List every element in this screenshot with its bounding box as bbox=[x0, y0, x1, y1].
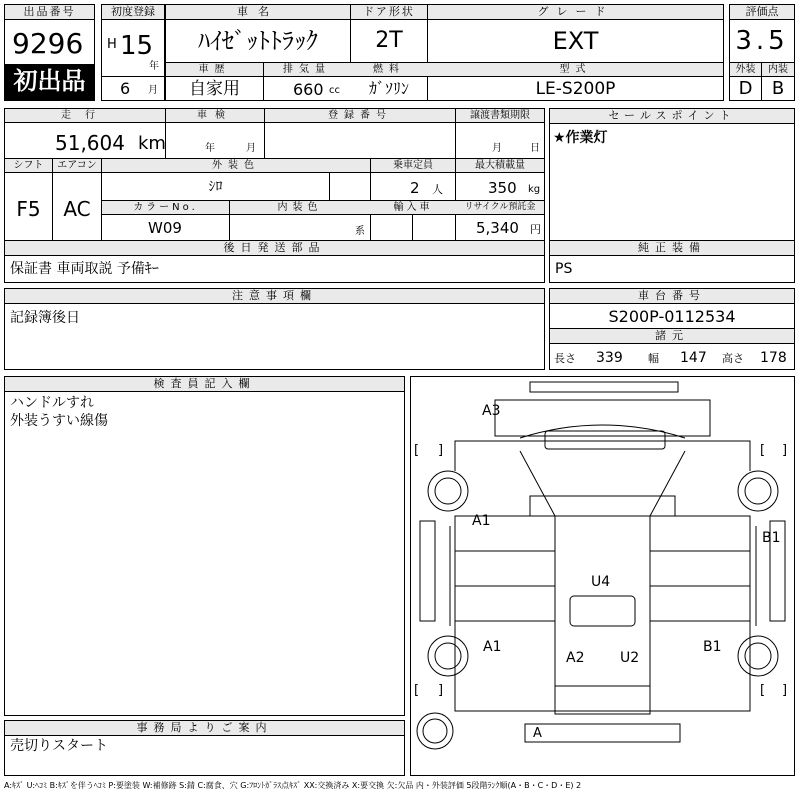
registration-label: 登録番号 bbox=[328, 110, 392, 121]
recycle-unit: 円 bbox=[530, 223, 541, 236]
inspection-year-unit: 年 bbox=[205, 143, 215, 154]
dims-label: 諸元 bbox=[550, 329, 794, 344]
color-no: W09 bbox=[148, 219, 182, 237]
transfer-day-unit: 日 bbox=[530, 143, 540, 154]
notes-label: 注意事項欄 bbox=[5, 289, 544, 304]
svg-text:[: [ bbox=[760, 683, 766, 698]
inspection-month-unit: 月 bbox=[246, 143, 256, 154]
equipment-text: PS bbox=[555, 261, 573, 277]
door-type: 2T bbox=[375, 28, 403, 53]
length-label: 長さ bbox=[554, 352, 576, 365]
shift: F5 bbox=[16, 197, 41, 221]
sales-point-text: ★作業灯 bbox=[553, 130, 608, 146]
accessories-text: 保証書 車両取説 予備ｷｰ bbox=[10, 261, 159, 277]
month-unit: 月 bbox=[148, 85, 158, 96]
displacement-label: 排気量 bbox=[283, 64, 331, 75]
transfer-label: 譲渡書類期限 bbox=[470, 110, 530, 121]
lot-label: 出品番号 bbox=[5, 5, 94, 20]
model-label: 型式 bbox=[559, 64, 592, 75]
svg-text:]: ] bbox=[438, 683, 444, 698]
history: 自家用 bbox=[189, 79, 240, 99]
mark-u4: U4 bbox=[591, 574, 611, 590]
mark-a-rear: A bbox=[533, 726, 542, 741]
year-unit: 年 bbox=[149, 61, 159, 72]
lot-number: 9296 bbox=[12, 27, 84, 60]
ac-label: エアコン bbox=[57, 160, 97, 171]
legend: A:ｷｽﾞ U:ﾍｺﾐ B:ｷｽﾞを伴うﾍｺﾐ P:要塗装 W:補修跡 S:錆 C:腐食、穴 G:ﾌﾛﾝﾄｶﾞﾗｽ点ｷｽﾞ XX:交換済み X:要交換 欠:欠品 内・外装評価 5段階ﾗﾝｸ順(A・B・C・D・E) 2 bbox=[4, 781, 582, 790]
ac: AC bbox=[63, 197, 91, 221]
transfer-month-unit: 月 bbox=[492, 143, 502, 154]
inspection-label: 車検 bbox=[197, 110, 233, 121]
recycle-label: リサイクル預託金 bbox=[464, 202, 536, 212]
mileage: 51,604 bbox=[55, 131, 125, 155]
car-name: ﾊｲｾﾞｯﾄﾄﾗｯｸ bbox=[198, 27, 318, 55]
load-unit: kg bbox=[528, 184, 541, 195]
office-text: 売切りスタート bbox=[10, 738, 108, 754]
displacement: 660 bbox=[293, 80, 324, 99]
width: 147 bbox=[680, 350, 707, 366]
recycle-fee: 5,340 bbox=[476, 219, 519, 237]
notes-text: 記録簿後日 bbox=[10, 310, 80, 326]
length: 339 bbox=[596, 350, 623, 366]
capacity: 2 bbox=[410, 179, 420, 197]
grade: EXT bbox=[552, 27, 599, 55]
sales-point-label: セールスポイント bbox=[550, 109, 794, 124]
svg-text:[: [ bbox=[760, 443, 766, 458]
office-label: 事務局よりご案内 bbox=[5, 721, 404, 736]
mark-b1-lower: B1 bbox=[703, 639, 722, 655]
capacity-unit: 人 bbox=[432, 183, 443, 196]
car-name-label: 車名 bbox=[166, 5, 350, 20]
first-listing-text: 初出品 bbox=[13, 67, 86, 95]
load-label: 最大積載量 bbox=[475, 160, 525, 171]
import-label: 輸入車 bbox=[393, 202, 433, 213]
exterior-label: 外装 bbox=[735, 64, 756, 75]
interior-label: 内装 bbox=[768, 64, 788, 75]
mark-a2: A2 bbox=[566, 650, 585, 666]
fuel: ｶﾞｿﾘﾝ bbox=[368, 79, 409, 98]
reg-year: 15 bbox=[120, 31, 154, 61]
history-label: 車歴 bbox=[198, 64, 231, 75]
mileage-unit: km bbox=[138, 133, 166, 154]
height: 178 bbox=[760, 350, 787, 366]
exterior-color: ｼﾛ bbox=[208, 179, 223, 195]
mark-a1-lower: A1 bbox=[483, 639, 502, 655]
chassis-label: 車台番号 bbox=[550, 289, 794, 304]
svg-text:]: ] bbox=[438, 443, 444, 458]
accessories-label: 後日発送部品 bbox=[5, 241, 544, 256]
load: 350 bbox=[488, 179, 517, 197]
mileage-label: 走行 bbox=[61, 110, 109, 121]
svg-text:]: ] bbox=[782, 683, 788, 698]
exterior-grade: D bbox=[738, 78, 753, 99]
chassis-number: S200P-0112534 bbox=[608, 307, 736, 326]
svg-text:[: [ bbox=[414, 443, 420, 458]
capacity-label: 乗車定員 bbox=[393, 160, 433, 171]
width-label: 幅 bbox=[648, 352, 659, 365]
interior-color-unit: 系 bbox=[355, 226, 365, 237]
mark-a1-upper: A1 bbox=[472, 513, 491, 529]
score-label: 評価点 bbox=[730, 5, 794, 20]
svg-text:]: ] bbox=[782, 443, 788, 458]
equipment-label: 純正装備 bbox=[550, 241, 794, 256]
score: 3.5 bbox=[735, 26, 789, 56]
shift-label: シフト bbox=[13, 160, 44, 171]
interior-grade: B bbox=[771, 78, 785, 99]
color-no-label: カラーNo. bbox=[133, 202, 198, 213]
mark-a3: A3 bbox=[482, 403, 501, 419]
door-label: ドア形状 bbox=[351, 5, 427, 20]
reg-month: 6 bbox=[120, 79, 131, 98]
height-label: 高さ bbox=[722, 352, 744, 365]
displacement-unit: cc bbox=[329, 85, 340, 96]
svg-text:[: [ bbox=[414, 683, 420, 698]
model: LE-S200P bbox=[535, 79, 616, 99]
fuel-label: 燃料 bbox=[373, 64, 405, 75]
color-label: 外装色 bbox=[212, 160, 260, 171]
mark-u2: U2 bbox=[620, 650, 640, 666]
first-reg-label: 初度登録 bbox=[102, 5, 164, 20]
inspector-line-1: ハンドルすれ bbox=[10, 395, 94, 411]
inspector-line-2: 外装うすい線傷 bbox=[10, 413, 108, 429]
era: H bbox=[107, 37, 117, 52]
mark-b1-upper: B1 bbox=[762, 530, 781, 546]
grade-label: グレード bbox=[428, 5, 723, 20]
inspector-label: 検査員記入欄 bbox=[5, 377, 404, 392]
interior-color-label: 内装色 bbox=[277, 202, 323, 213]
